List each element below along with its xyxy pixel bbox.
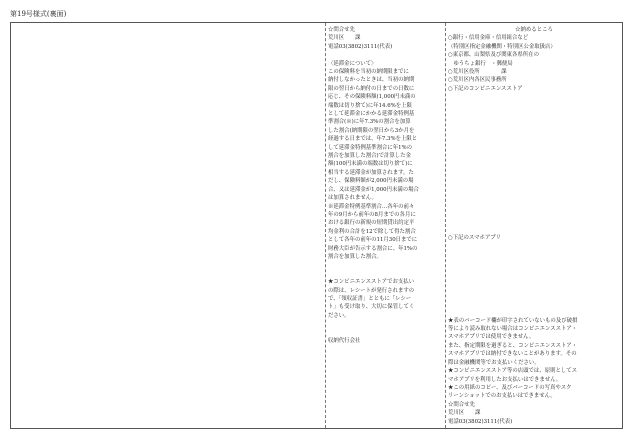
late-fee-line: 納付しなかったときは、当初の納期 bbox=[328, 77, 415, 84]
inquiry-office: 荒川区 課 bbox=[328, 35, 361, 42]
inquiry-phone: 電話03(3802)3111(代表) bbox=[328, 43, 393, 50]
barcode-note-line: ★コンビニエンスストア等の店頭では、原則としてス bbox=[448, 368, 578, 375]
payment-agent-label: 収納代行会社 bbox=[328, 337, 361, 344]
late-fee-line: だし、保険料額が2,000円未満の場 bbox=[328, 178, 414, 185]
late-fee-line: として各年の前年の11月30日までに bbox=[328, 237, 418, 244]
barcode-note-line: また、指定期限を過ぎると、コンビニエンスストア・ bbox=[448, 342, 578, 349]
late-fee-line: この保険料を当初の納期限までに bbox=[328, 69, 409, 76]
payment-place-item: ○荒川区役所 課 bbox=[448, 69, 507, 76]
payment-places-list bbox=[448, 34, 620, 93]
form-frame bbox=[10, 22, 623, 429]
barcode-note-line: 等により読み取れない場合はコンビニエンスストア・ bbox=[448, 326, 578, 333]
late-fee-line: 財務大臣が告示する割合に、年1%の bbox=[328, 245, 418, 252]
barcode-note-line: 際は金融機関等でお支払いください。 bbox=[448, 359, 540, 366]
late-fee-line: した割合(納期限の翌日から3か月を bbox=[328, 127, 415, 134]
barcode-note-line: スマホアプリでは使用できません。 bbox=[448, 334, 535, 341]
barcode-note-line: ★表のバーコード欄が印字されていないもの及び破損 bbox=[448, 317, 578, 324]
middle-column-divider bbox=[325, 23, 326, 428]
late-fee-line: は加算されません。 bbox=[328, 195, 377, 202]
late-fee-line: 合、又は延滞金が1,000円未満の場合 bbox=[328, 186, 419, 193]
bottom-inquiry-header: ☆問合せ先 bbox=[448, 401, 475, 408]
late-fee-line: 割合を加算した割合。 bbox=[328, 253, 382, 260]
late-fee-line: ※延滞金特例基準割合…各年の前々 bbox=[328, 203, 415, 210]
payment-places-column bbox=[448, 26, 620, 426]
late-fee-text bbox=[328, 68, 442, 261]
payment-place-item: ゆうちょ銀行 ・郵便局 bbox=[448, 60, 513, 67]
late-fee-line: 額(100円未満の端数は切り捨て)に bbox=[328, 161, 413, 168]
barcode-note-line: スマホアプリでは納付できないことがあります。その bbox=[448, 351, 577, 358]
bottom-inquiry-phone: 電話03(3802)3111(代表) bbox=[448, 418, 513, 425]
inquiry-and-late-fee-column bbox=[328, 26, 442, 345]
form-title: 第19号様式(裏面) bbox=[10, 10, 67, 18]
convenience-note-line: の際は、レシートが発行されますの bbox=[328, 287, 415, 294]
late-fee-line: として延滞金にかかる延滞金特例基 bbox=[328, 111, 415, 118]
late-fee-line: 均金利の合計を12で除して得た割合 bbox=[328, 228, 416, 235]
payment-place-item: ○下記のコンビニエンスストア bbox=[448, 85, 523, 92]
right-column-divider bbox=[445, 23, 446, 428]
convenience-store-note bbox=[328, 278, 442, 320]
payment-place-item: ○東京都、山梨県及び関東各県所在の bbox=[448, 52, 539, 59]
convenience-note-line: ト」も受け取り、大切に保管してく bbox=[328, 304, 415, 311]
payment-places-header: ☆納めるところ bbox=[515, 27, 553, 33]
bottom-inquiry-office: 荒川区 課 bbox=[448, 410, 481, 417]
late-fee-line: 準割合(※)に年7.3%の割合を加算 bbox=[328, 119, 411, 126]
late-fee-line: 年の9月から前年の8月までの各月に bbox=[328, 211, 416, 218]
payment-place-item: （特別区指定金融機関・特別区公金取扱店） bbox=[448, 43, 556, 50]
barcode-note-line: ★この用紙のコピー、及びバーコードの写真やスク bbox=[448, 384, 572, 391]
late-fee-line: して延滞金特例基準割合に年1%の bbox=[328, 144, 413, 151]
barcode-note-line: リーンショットでのお支払いはできません。 bbox=[448, 393, 556, 400]
convenience-note-line: ださい。 bbox=[328, 312, 350, 319]
late-fee-line: 経過する日までは、年7.3%を上限と bbox=[328, 136, 418, 143]
late-fee-line: 限の翌日から納付の日までの日数に bbox=[328, 85, 415, 92]
late-fee-line: おける銀行の新規の短期貸出約定平 bbox=[328, 220, 415, 227]
inquiry-header: ☆問合せ先 bbox=[328, 27, 355, 33]
payment-place-item: ○荒川区内各区民事務所 bbox=[448, 77, 507, 84]
late-fee-line: 端数は切り捨て)に年14.6%を上限 bbox=[328, 102, 412, 109]
late-fee-line: 応じ、その保険料額(1,000円未満の bbox=[328, 94, 416, 101]
late-fee-heading: 〈延滞金について〉 bbox=[328, 60, 377, 67]
convenience-note-line: で、「領収証書」とともに「レシー bbox=[328, 295, 412, 302]
barcode-note-line: マホアプリを利用したお支払いはできません。 bbox=[448, 376, 562, 383]
barcode-notes bbox=[448, 317, 620, 401]
late-fee-line: 割合を加算した割合)で計算した金 bbox=[328, 153, 411, 160]
payment-place-item: ○銀行・信用金庫・信用組合など bbox=[448, 35, 529, 42]
late-fee-line: 相当する延滞金が加算されます。た bbox=[328, 169, 414, 176]
smartphone-app-item: ○下記のスマホアプリ bbox=[448, 235, 501, 242]
convenience-note-line: ★コンビニエンスストアでお支払い bbox=[328, 279, 415, 286]
